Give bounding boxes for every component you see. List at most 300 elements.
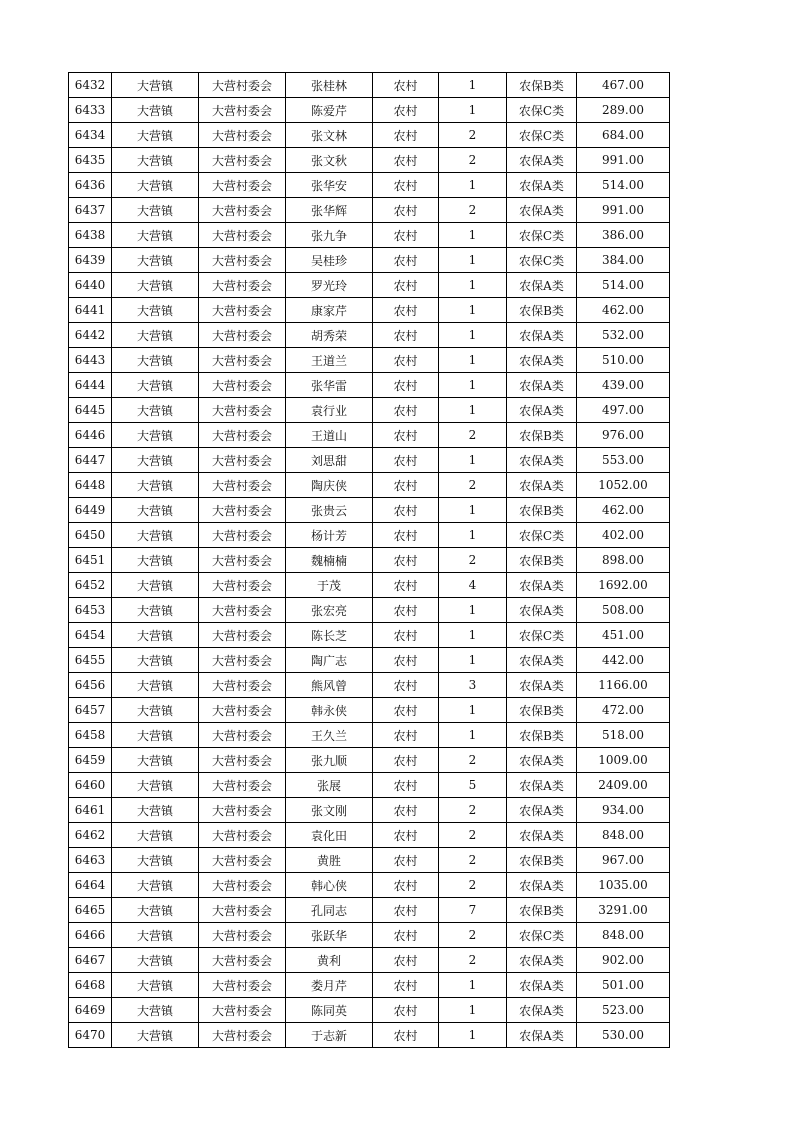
- name-cell: 黄胜: [286, 848, 373, 873]
- village-committee-cell: 大营村委会: [199, 223, 286, 248]
- village-committee-cell: 大营村委会: [199, 848, 286, 873]
- record-id: 6440: [69, 273, 112, 298]
- member-count-cell: 1: [439, 398, 507, 423]
- insurance-class-cell: 农保A类: [507, 398, 577, 423]
- member-count-cell: 2: [439, 123, 507, 148]
- member-count-cell: 5: [439, 773, 507, 798]
- town-cell: 大营镇: [112, 373, 199, 398]
- amount-cell: 289.00: [577, 98, 670, 123]
- town-cell: 大营镇: [112, 898, 199, 923]
- amount-cell: 462.00: [577, 498, 670, 523]
- household-type-cell: 农村: [373, 698, 439, 723]
- town-cell: 大营镇: [112, 173, 199, 198]
- member-count-cell: 1: [439, 98, 507, 123]
- amount-cell: 514.00: [577, 173, 670, 198]
- household-type-cell: 农村: [373, 398, 439, 423]
- table-row: [69, 923, 670, 948]
- village-committee-cell: 大营村委会: [199, 598, 286, 623]
- table-row: [69, 973, 670, 998]
- member-count-cell: 2: [439, 948, 507, 973]
- beneficiary-table: [68, 72, 670, 1048]
- amount-cell: 898.00: [577, 548, 670, 573]
- table-row: [69, 898, 670, 923]
- table-row: [69, 473, 670, 498]
- insurance-class-cell: 农保A类: [507, 648, 577, 673]
- insurance-class-cell: 农保A类: [507, 948, 577, 973]
- table-row: [69, 273, 670, 298]
- name-cell: 张华安: [286, 173, 373, 198]
- insurance-class-cell: 农保A类: [507, 198, 577, 223]
- member-count-cell: 1: [439, 173, 507, 198]
- amount-cell: 2409.00: [577, 773, 670, 798]
- town-cell: 大营镇: [112, 673, 199, 698]
- amount-cell: 523.00: [577, 998, 670, 1023]
- village-committee-cell: 大营村委会: [199, 73, 286, 98]
- town-cell: 大营镇: [112, 523, 199, 548]
- amount-cell: 501.00: [577, 973, 670, 998]
- name-cell: 韩永侠: [286, 698, 373, 723]
- amount-cell: 902.00: [577, 948, 670, 973]
- record-id: 6460: [69, 773, 112, 798]
- name-cell: 于志新: [286, 1023, 373, 1048]
- record-id: 6466: [69, 923, 112, 948]
- village-committee-cell: 大营村委会: [199, 423, 286, 448]
- amount-cell: 1009.00: [577, 748, 670, 773]
- household-type-cell: 农村: [373, 498, 439, 523]
- village-committee-cell: 大营村委会: [199, 623, 286, 648]
- town-cell: 大营镇: [112, 823, 199, 848]
- village-committee-cell: 大营村委会: [199, 773, 286, 798]
- table-row: [69, 98, 670, 123]
- household-type-cell: 农村: [373, 273, 439, 298]
- name-cell: 张贵云: [286, 498, 373, 523]
- member-count-cell: 2: [439, 823, 507, 848]
- name-cell: 张华雷: [286, 373, 373, 398]
- table-row: [69, 573, 670, 598]
- town-cell: 大营镇: [112, 148, 199, 173]
- table-row: [69, 173, 670, 198]
- amount-cell: 510.00: [577, 348, 670, 373]
- table-row: [69, 123, 670, 148]
- table-row: [69, 323, 670, 348]
- insurance-class-cell: 农保B类: [507, 498, 577, 523]
- town-cell: 大营镇: [112, 273, 199, 298]
- table-row: [69, 548, 670, 573]
- insurance-class-cell: 农保B类: [507, 298, 577, 323]
- name-cell: 孔同志: [286, 898, 373, 923]
- record-id: 6470: [69, 1023, 112, 1048]
- record-id: 6446: [69, 423, 112, 448]
- amount-cell: 991.00: [577, 198, 670, 223]
- insurance-class-cell: 农保B类: [507, 898, 577, 923]
- insurance-class-cell: 农保A类: [507, 1023, 577, 1048]
- member-count-cell: 1: [439, 248, 507, 273]
- name-cell: 于茂: [286, 573, 373, 598]
- insurance-class-cell: 农保A类: [507, 273, 577, 298]
- member-count-cell: 1: [439, 623, 507, 648]
- town-cell: 大营镇: [112, 1023, 199, 1048]
- name-cell: 韩心侠: [286, 873, 373, 898]
- town-cell: 大营镇: [112, 223, 199, 248]
- insurance-class-cell: 农保A类: [507, 748, 577, 773]
- table-row: [69, 748, 670, 773]
- insurance-class-cell: 农保B类: [507, 73, 577, 98]
- village-committee-cell: 大营村委会: [199, 873, 286, 898]
- member-count-cell: 2: [439, 198, 507, 223]
- record-id: 6443: [69, 348, 112, 373]
- village-committee-cell: 大营村委会: [199, 723, 286, 748]
- insurance-class-cell: 农保C类: [507, 98, 577, 123]
- household-type-cell: 农村: [373, 823, 439, 848]
- household-type-cell: 农村: [373, 523, 439, 548]
- name-cell: 黄利: [286, 948, 373, 973]
- record-id: 6448: [69, 473, 112, 498]
- insurance-class-cell: 农保A类: [507, 373, 577, 398]
- household-type-cell: 农村: [373, 148, 439, 173]
- household-type-cell: 农村: [373, 473, 439, 498]
- insurance-class-cell: 农保A类: [507, 798, 577, 823]
- town-cell: 大营镇: [112, 773, 199, 798]
- member-count-cell: 2: [439, 548, 507, 573]
- table-row: [69, 73, 670, 98]
- town-cell: 大营镇: [112, 198, 199, 223]
- table-row: [69, 948, 670, 973]
- insurance-class-cell: 农保A类: [507, 573, 577, 598]
- table-row: [69, 423, 670, 448]
- table-row: [69, 148, 670, 173]
- name-cell: 陈长芝: [286, 623, 373, 648]
- village-committee-cell: 大营村委会: [199, 148, 286, 173]
- insurance-class-cell: 农保C类: [507, 248, 577, 273]
- insurance-class-cell: 农保A类: [507, 448, 577, 473]
- table-row: [69, 1023, 670, 1048]
- record-id: 6441: [69, 298, 112, 323]
- name-cell: 吴桂珍: [286, 248, 373, 273]
- name-cell: 张九争: [286, 223, 373, 248]
- record-id: 6437: [69, 198, 112, 223]
- village-committee-cell: 大营村委会: [199, 523, 286, 548]
- household-type-cell: 农村: [373, 648, 439, 673]
- insurance-class-cell: 农保A类: [507, 773, 577, 798]
- name-cell: 熊风曾: [286, 673, 373, 698]
- insurance-class-cell: 农保B类: [507, 423, 577, 448]
- village-committee-cell: 大营村委会: [199, 198, 286, 223]
- member-count-cell: 1: [439, 998, 507, 1023]
- amount-cell: 976.00: [577, 423, 670, 448]
- name-cell: 张文刚: [286, 798, 373, 823]
- insurance-class-cell: 农保A类: [507, 873, 577, 898]
- town-cell: 大营镇: [112, 548, 199, 573]
- table-row: [69, 398, 670, 423]
- name-cell: 刘思甜: [286, 448, 373, 473]
- amount-cell: 532.00: [577, 323, 670, 348]
- amount-cell: 530.00: [577, 1023, 670, 1048]
- village-committee-cell: 大营村委会: [199, 248, 286, 273]
- village-committee-cell: 大营村委会: [199, 548, 286, 573]
- record-id: 6435: [69, 148, 112, 173]
- household-type-cell: 农村: [373, 248, 439, 273]
- household-type-cell: 农村: [373, 73, 439, 98]
- amount-cell: 1166.00: [577, 673, 670, 698]
- town-cell: 大营镇: [112, 973, 199, 998]
- village-committee-cell: 大营村委会: [199, 748, 286, 773]
- insurance-class-cell: 农保A类: [507, 823, 577, 848]
- town-cell: 大营镇: [112, 623, 199, 648]
- table-row: [69, 373, 670, 398]
- member-count-cell: 1: [439, 373, 507, 398]
- village-committee-cell: 大营村委会: [199, 123, 286, 148]
- member-count-cell: 2: [439, 798, 507, 823]
- insurance-class-cell: 农保C类: [507, 623, 577, 648]
- member-count-cell: 1: [439, 348, 507, 373]
- household-type-cell: 农村: [373, 323, 439, 348]
- household-type-cell: 农村: [373, 348, 439, 373]
- village-committee-cell: 大营村委会: [199, 448, 286, 473]
- household-type-cell: 农村: [373, 298, 439, 323]
- name-cell: 张展: [286, 773, 373, 798]
- table-row: [69, 773, 670, 798]
- amount-cell: 848.00: [577, 823, 670, 848]
- member-count-cell: 1: [439, 448, 507, 473]
- amount-cell: 967.00: [577, 848, 670, 873]
- name-cell: 陶庆侠: [286, 473, 373, 498]
- household-type-cell: 农村: [373, 973, 439, 998]
- name-cell: 王道兰: [286, 348, 373, 373]
- village-committee-cell: 大营村委会: [199, 473, 286, 498]
- village-committee-cell: 大营村委会: [199, 1023, 286, 1048]
- town-cell: 大营镇: [112, 473, 199, 498]
- record-id: 6447: [69, 448, 112, 473]
- amount-cell: 518.00: [577, 723, 670, 748]
- town-cell: 大营镇: [112, 398, 199, 423]
- village-committee-cell: 大营村委会: [199, 398, 286, 423]
- name-cell: 袁化田: [286, 823, 373, 848]
- table-row: [69, 848, 670, 873]
- household-type-cell: 农村: [373, 998, 439, 1023]
- insurance-class-cell: 农保A类: [507, 998, 577, 1023]
- record-id: 6433: [69, 98, 112, 123]
- table-row: [69, 348, 670, 373]
- name-cell: 张桂林: [286, 73, 373, 98]
- town-cell: 大营镇: [112, 298, 199, 323]
- member-count-cell: 2: [439, 873, 507, 898]
- village-committee-cell: 大营村委会: [199, 798, 286, 823]
- table-row: [69, 998, 670, 1023]
- amount-cell: 553.00: [577, 448, 670, 473]
- household-type-cell: 农村: [373, 623, 439, 648]
- name-cell: 胡秀荣: [286, 323, 373, 348]
- household-type-cell: 农村: [373, 1023, 439, 1048]
- table-row: [69, 198, 670, 223]
- name-cell: 康家芹: [286, 298, 373, 323]
- record-id: 6439: [69, 248, 112, 273]
- household-type-cell: 农村: [373, 198, 439, 223]
- name-cell: 张文秋: [286, 148, 373, 173]
- name-cell: 张宏亮: [286, 598, 373, 623]
- member-count-cell: 2: [439, 923, 507, 948]
- name-cell: 王道山: [286, 423, 373, 448]
- member-count-cell: 1: [439, 698, 507, 723]
- table-row: [69, 673, 670, 698]
- member-count-cell: 1: [439, 723, 507, 748]
- amount-cell: 991.00: [577, 148, 670, 173]
- town-cell: 大营镇: [112, 873, 199, 898]
- insurance-class-cell: 农保A类: [507, 348, 577, 373]
- household-type-cell: 农村: [373, 723, 439, 748]
- household-type-cell: 农村: [373, 548, 439, 573]
- record-id: 6432: [69, 73, 112, 98]
- amount-cell: 934.00: [577, 798, 670, 823]
- household-type-cell: 农村: [373, 98, 439, 123]
- member-count-cell: 1: [439, 73, 507, 98]
- town-cell: 大营镇: [112, 948, 199, 973]
- record-id: 6459: [69, 748, 112, 773]
- town-cell: 大营镇: [112, 723, 199, 748]
- table-body: [69, 73, 670, 1048]
- name-cell: 娄月芹: [286, 973, 373, 998]
- village-committee-cell: 大营村委会: [199, 498, 286, 523]
- household-type-cell: 农村: [373, 748, 439, 773]
- member-count-cell: 2: [439, 473, 507, 498]
- town-cell: 大营镇: [112, 423, 199, 448]
- amount-cell: 1052.00: [577, 473, 670, 498]
- insurance-class-cell: 农保B类: [507, 548, 577, 573]
- household-type-cell: 农村: [373, 948, 439, 973]
- amount-cell: 1035.00: [577, 873, 670, 898]
- village-committee-cell: 大营村委会: [199, 898, 286, 923]
- record-id: 6458: [69, 723, 112, 748]
- record-id: 6442: [69, 323, 112, 348]
- village-committee-cell: 大营村委会: [199, 948, 286, 973]
- record-id: 6463: [69, 848, 112, 873]
- household-type-cell: 农村: [373, 573, 439, 598]
- village-committee-cell: 大营村委会: [199, 298, 286, 323]
- amount-cell: 442.00: [577, 648, 670, 673]
- insurance-class-cell: 农保C类: [507, 523, 577, 548]
- record-id: 6467: [69, 948, 112, 973]
- amount-cell: 386.00: [577, 223, 670, 248]
- insurance-class-cell: 农保B类: [507, 698, 577, 723]
- household-type-cell: 农村: [373, 773, 439, 798]
- record-id: 6450: [69, 523, 112, 548]
- amount-cell: 472.00: [577, 698, 670, 723]
- member-count-cell: 1: [439, 598, 507, 623]
- amount-cell: 508.00: [577, 598, 670, 623]
- record-id: 6444: [69, 373, 112, 398]
- household-type-cell: 农村: [373, 923, 439, 948]
- record-id: 6461: [69, 798, 112, 823]
- member-count-cell: 1: [439, 1023, 507, 1048]
- record-id: 6454: [69, 623, 112, 648]
- record-id: 6462: [69, 823, 112, 848]
- record-id: 6457: [69, 698, 112, 723]
- insurance-class-cell: 农保B类: [507, 723, 577, 748]
- record-id: 6464: [69, 873, 112, 898]
- record-id: 6436: [69, 173, 112, 198]
- member-count-cell: 4: [439, 573, 507, 598]
- table-row: [69, 298, 670, 323]
- member-count-cell: 1: [439, 498, 507, 523]
- town-cell: 大营镇: [112, 598, 199, 623]
- town-cell: 大营镇: [112, 998, 199, 1023]
- record-id: 6453: [69, 598, 112, 623]
- town-cell: 大营镇: [112, 573, 199, 598]
- member-count-cell: 2: [439, 848, 507, 873]
- town-cell: 大营镇: [112, 498, 199, 523]
- record-id: 6445: [69, 398, 112, 423]
- insurance-class-cell: 农保C类: [507, 923, 577, 948]
- record-id: 6452: [69, 573, 112, 598]
- member-count-cell: 2: [439, 148, 507, 173]
- village-committee-cell: 大营村委会: [199, 98, 286, 123]
- table-row: [69, 623, 670, 648]
- name-cell: 罗光玲: [286, 273, 373, 298]
- village-committee-cell: 大营村委会: [199, 173, 286, 198]
- table-row: [69, 723, 670, 748]
- household-type-cell: 农村: [373, 173, 439, 198]
- member-count-cell: 1: [439, 648, 507, 673]
- household-type-cell: 农村: [373, 873, 439, 898]
- household-type-cell: 农村: [373, 898, 439, 923]
- name-cell: 陈爱芹: [286, 98, 373, 123]
- table-row: [69, 523, 670, 548]
- insurance-class-cell: 农保A类: [507, 323, 577, 348]
- town-cell: 大营镇: [112, 848, 199, 873]
- insurance-class-cell: 农保A类: [507, 173, 577, 198]
- record-id: 6468: [69, 973, 112, 998]
- member-count-cell: 1: [439, 223, 507, 248]
- household-type-cell: 农村: [373, 798, 439, 823]
- amount-cell: 3291.00: [577, 898, 670, 923]
- village-committee-cell: 大营村委会: [199, 823, 286, 848]
- table-row: [69, 698, 670, 723]
- town-cell: 大营镇: [112, 123, 199, 148]
- household-type-cell: 农村: [373, 448, 439, 473]
- insurance-class-cell: 农保B类: [507, 848, 577, 873]
- record-id: 6449: [69, 498, 112, 523]
- village-committee-cell: 大营村委会: [199, 923, 286, 948]
- table-row: [69, 798, 670, 823]
- member-count-cell: 1: [439, 298, 507, 323]
- amount-cell: 402.00: [577, 523, 670, 548]
- insurance-class-cell: 农保A类: [507, 473, 577, 498]
- insurance-class-cell: 农保C类: [507, 123, 577, 148]
- member-count-cell: 3: [439, 673, 507, 698]
- household-type-cell: 农村: [373, 223, 439, 248]
- village-committee-cell: 大营村委会: [199, 273, 286, 298]
- member-count-cell: 1: [439, 973, 507, 998]
- name-cell: 袁行业: [286, 398, 373, 423]
- record-id: 6469: [69, 998, 112, 1023]
- member-count-cell: 2: [439, 423, 507, 448]
- name-cell: 陈同英: [286, 998, 373, 1023]
- amount-cell: 439.00: [577, 373, 670, 398]
- town-cell: 大营镇: [112, 748, 199, 773]
- town-cell: 大营镇: [112, 73, 199, 98]
- town-cell: 大营镇: [112, 448, 199, 473]
- name-cell: 魏楠楠: [286, 548, 373, 573]
- name-cell: 张跃华: [286, 923, 373, 948]
- town-cell: 大营镇: [112, 698, 199, 723]
- amount-cell: 451.00: [577, 623, 670, 648]
- amount-cell: 497.00: [577, 398, 670, 423]
- village-committee-cell: 大营村委会: [199, 698, 286, 723]
- table-row: [69, 223, 670, 248]
- village-committee-cell: 大营村委会: [199, 348, 286, 373]
- insurance-class-cell: 农保A类: [507, 148, 577, 173]
- record-id: 6434: [69, 123, 112, 148]
- household-type-cell: 农村: [373, 373, 439, 398]
